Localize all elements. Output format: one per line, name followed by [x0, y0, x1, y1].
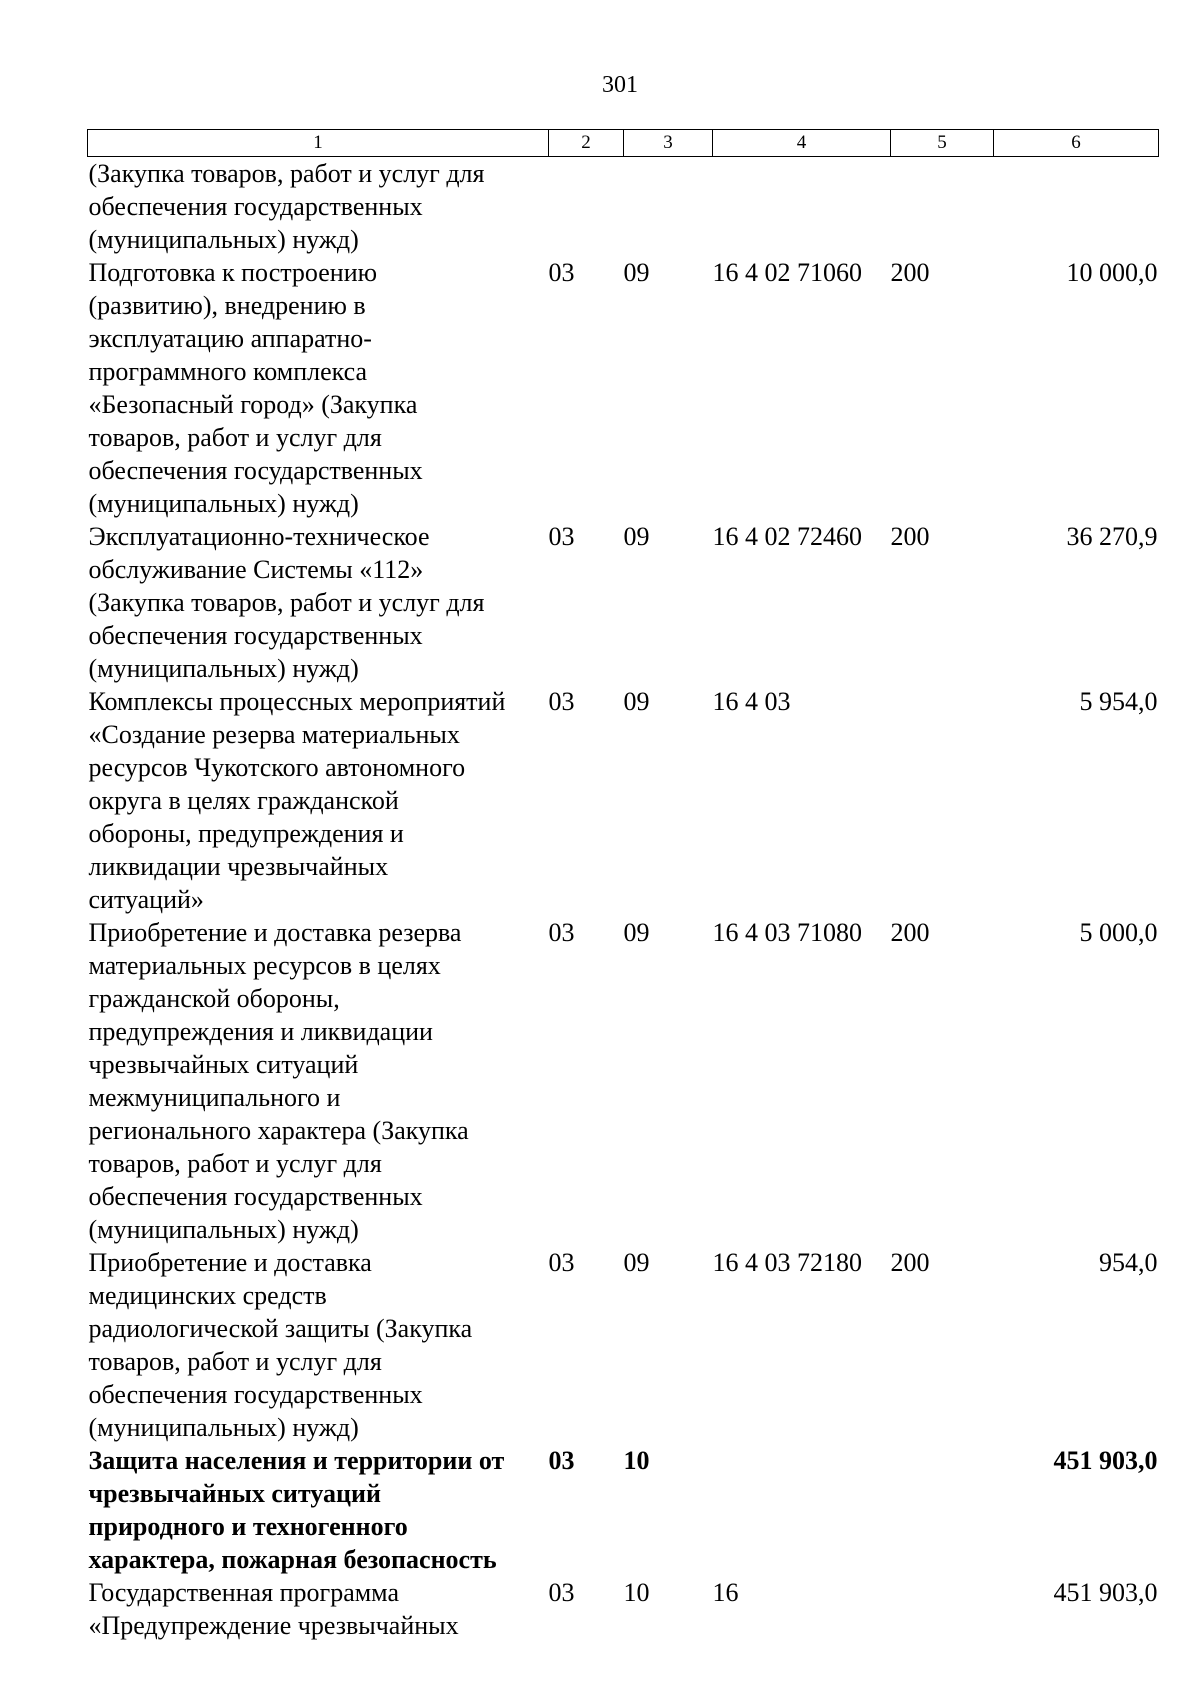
table-row	[88, 157, 1159, 257]
subsection-code: 09	[623, 1248, 650, 1277]
column-header-3: 3	[624, 130, 713, 157]
table-row	[88, 1576, 1159, 1642]
column-header-4: 4	[713, 130, 891, 157]
amount: 5 954,0	[1079, 687, 1158, 716]
expense-type-code: 200	[890, 1248, 930, 1277]
amount: 954,0	[1099, 1248, 1158, 1277]
subsection-code: 09	[623, 258, 650, 287]
section-code: 03	[548, 1578, 575, 1607]
table-row	[88, 685, 1159, 916]
item-name: Эксплуатационно-техническое обслуживание Системы «112» (Закупка товаров, работ и услуг для обеспечения государственных (муниципальных) нужд)	[88, 522, 485, 683]
page-number: 301	[602, 72, 638, 98]
expense-type-code: 200	[890, 258, 930, 287]
item-name: Комплексы процессных мероприятий «Создание резерва материальных ресурсов Чукотского автономного округа в целях гражданской обороны, предупреждения и ликвидации чрезвычайных ситуаций»	[88, 687, 506, 914]
table-row	[88, 520, 1159, 685]
section-code	[549, 157, 624, 257]
section-code: 03	[548, 1446, 575, 1475]
item-name: Приобретение и доставка медицинских средств радиологической защиты (Закупка товаров, работ и услуг для обеспечения государственных (муниципальных) нужд)	[88, 1248, 473, 1442]
table-row	[88, 916, 1159, 1246]
target-article-code	[713, 1444, 891, 1576]
expense-type-code	[891, 157, 994, 257]
item-name: Подготовка к построению (развитию), внедрению в эксплуатацию аппаратно- программного комплекса «Безопасный город» (Закупка товаров, работ и услуг для обеспечения государственных (муниципальных) нужд)	[88, 258, 423, 518]
section-code: 03	[548, 258, 575, 287]
item-name: (Закупка товаров, работ и услуг для обеспечения государственных (муниципальных) нужд)	[88, 159, 485, 254]
amount: 451 903,0	[1053, 1578, 1158, 1607]
column-header-6: 6	[994, 130, 1159, 157]
section-code: 03	[548, 687, 575, 716]
amount: 451 903,0	[1053, 1446, 1158, 1475]
table-row	[88, 1246, 1159, 1444]
amount: 5 000,0	[1079, 918, 1158, 947]
table-header-row	[88, 130, 1159, 157]
expense-type-code	[891, 1576, 994, 1642]
table-body	[88, 157, 1159, 1643]
subsection-code: 09	[623, 687, 650, 716]
target-article-code: 16 4 02 72460	[712, 522, 862, 551]
item-name: Приобретение и доставка резерва материальных ресурсов в целях гражданской обороны, предупреждения и ликвидации чрезвычайных ситуаций межмуниципального и регионального характера (Закупка товаров, работ и услуг для обеспечения государственных (муниципальных) нужд)	[88, 918, 469, 1244]
section-code: 03	[548, 918, 575, 947]
table-row	[88, 1444, 1159, 1576]
subsection-code	[624, 157, 713, 257]
target-article-code: 16 4 02 71060	[712, 258, 862, 287]
budget-table	[87, 129, 1159, 1642]
target-article-code: 16 4 03	[712, 687, 791, 716]
amount	[994, 157, 1159, 257]
subsection-code: 09	[623, 918, 650, 947]
expense-type-code	[891, 1444, 994, 1576]
subsection-code: 10	[623, 1446, 650, 1475]
item-name: Защита населения и территории от чрезвычайных ситуаций природного и техногенного характера, пожарная безопасность	[88, 1446, 505, 1574]
amount: 36 270,9	[1066, 522, 1158, 551]
expense-type-code: 200	[890, 522, 930, 551]
table-row	[88, 256, 1159, 520]
section-code: 03	[548, 1248, 575, 1277]
target-article-code: 16 4 03 72180	[712, 1248, 862, 1277]
column-header-2: 2	[549, 130, 624, 157]
column-header-5: 5	[891, 130, 994, 157]
item-name: Государственная программа «Предупреждение чрезвычайных	[88, 1578, 459, 1640]
target-article-code: 16	[712, 1578, 739, 1607]
target-article-code	[713, 157, 891, 257]
section-code: 03	[548, 522, 575, 551]
target-article-code: 16 4 03 71080	[712, 918, 862, 947]
amount: 10 000,0	[1066, 258, 1158, 287]
column-header-1: 1	[88, 130, 549, 157]
subsection-code: 10	[623, 1578, 650, 1607]
subsection-code: 09	[623, 522, 650, 551]
expense-type-code	[891, 685, 994, 916]
expense-type-code: 200	[890, 918, 930, 947]
